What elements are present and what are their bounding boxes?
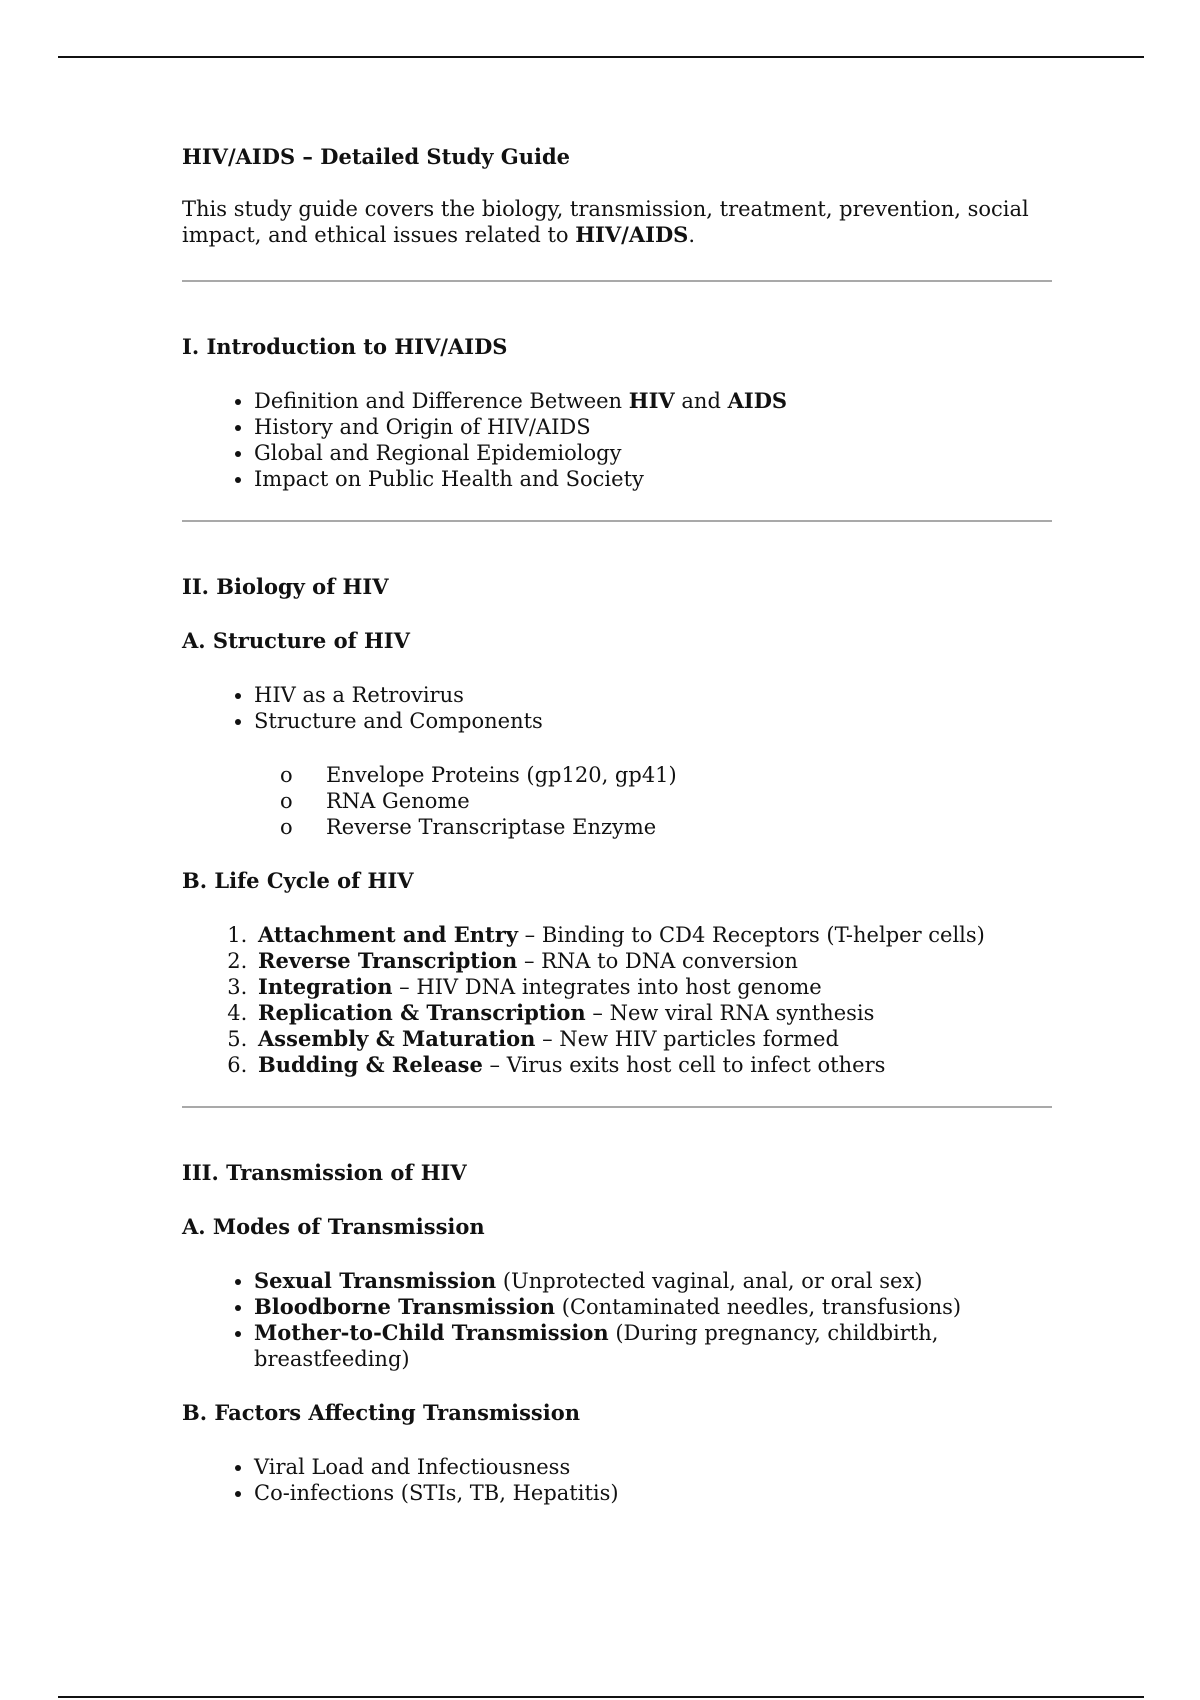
sub-list-item: o Envelope Proteins (gp120, gp41) <box>326 762 1052 788</box>
intro-end: . <box>688 223 696 247</box>
bold-term-aids: AIDS <box>727 388 788 413</box>
numbered-item <box>254 1000 1052 1026</box>
mode-term: Sexual Transmission <box>254 1268 497 1293</box>
mode-description: (Unprotected vaginal, anal, or oral sex) <box>496 1269 923 1293</box>
subheading-factors: B. Factors Affecting Transmission <box>182 1400 581 1425</box>
page-bottom-rule <box>58 1696 1144 1698</box>
step-term: Budding & Release <box>258 1052 483 1077</box>
mode-description: (Contaminated needles, transfusions) <box>555 1295 962 1319</box>
section-heading-biology: II. Biology of HIV <box>182 574 389 599</box>
section-divider <box>182 520 1052 522</box>
step-description: – Binding to CD4 Receptors (T-helper cells) <box>517 923 985 947</box>
step-term: Assembly & Maturation <box>258 1026 536 1051</box>
numbered-item <box>254 922 1052 948</box>
components-sublist <box>254 762 1052 840</box>
step-term: Replication & Transcription <box>258 1000 586 1025</box>
numbered-item <box>254 1026 1052 1052</box>
sub-list-item: o Reverse Transcriptase Enzyme <box>326 814 1052 840</box>
step-description: – New HIV particles formed <box>535 1027 839 1051</box>
life-cycle-list <box>182 922 1052 1078</box>
subheading-structure: A. Structure of HIV <box>182 628 410 653</box>
section-divider <box>182 280 1052 282</box>
modes-list <box>182 1268 1052 1372</box>
list-item: • Viral Load and Infectiousness <box>254 1454 1052 1480</box>
list-item: • HIV as a Retrovirus <box>254 682 1052 708</box>
step-description: – New viral RNA synthesis <box>585 1001 875 1025</box>
step-term: Attachment and Entry <box>258 922 518 947</box>
page-top-rule <box>58 56 1144 58</box>
step-description: – Virus exits host cell to infect others <box>482 1053 886 1077</box>
introduction-list <box>182 388 1052 492</box>
document-title: HIV/AIDS – Detailed Study Guide <box>182 144 570 169</box>
list-item: • Co-infections (STIs, TB, Hepatitis) <box>254 1480 1052 1506</box>
step-description: – HIV DNA integrates into host genome <box>392 975 822 999</box>
list-item: • Impact on Public Health and Society <box>254 466 1052 492</box>
step-term: Integration <box>258 974 393 999</box>
mode-term: Bloodborne Transmission <box>254 1294 556 1319</box>
structure-list <box>182 682 1052 840</box>
step-description: – RNA to DNA conversion <box>517 949 798 973</box>
list-item <box>254 708 1052 840</box>
intro-text: This study guide covers the biology, transmission, treatment, prevention, social impact, and ethical issues related to <box>182 197 1029 247</box>
list-item <box>254 1268 1052 1294</box>
list-item: • History and Origin of HIV/AIDS <box>254 414 1052 440</box>
numbered-item <box>254 1052 1052 1078</box>
mode-term: Mother-to-Child Transmission <box>254 1320 609 1345</box>
section-heading-transmission: III. Transmission of HIV <box>182 1160 467 1185</box>
step-term: Reverse Transcription <box>258 948 518 973</box>
list-item: • Global and Regional Epidemiology <box>254 440 1052 466</box>
numbered-item <box>254 974 1052 1000</box>
numbered-item <box>254 948 1052 974</box>
sub-list-item: o RNA Genome <box>326 788 1052 814</box>
list-item-text: and <box>674 389 728 413</box>
document-body <box>182 144 1052 1534</box>
intro-paragraph <box>182 196 1052 248</box>
section-divider <box>182 1106 1052 1108</box>
section-heading-introduction: I. Introduction to HIV/AIDS <box>182 334 508 359</box>
mode-description: (During pregnancy, childbirth, breastfeeding) <box>254 1321 939 1371</box>
factors-list <box>182 1454 1052 1506</box>
list-item <box>254 1294 1052 1320</box>
list-item-text: Definition and Difference Between <box>254 389 629 413</box>
list-item-text: Structure and Components <box>254 709 543 733</box>
bold-term-hiv: HIV <box>628 388 675 413</box>
list-item <box>254 388 1052 414</box>
subheading-modes: A. Modes of Transmission <box>182 1214 485 1239</box>
subheading-life-cycle: B. Life Cycle of HIV <box>182 868 414 893</box>
intro-bold-term: HIV/AIDS <box>575 222 689 247</box>
list-item <box>254 1320 1052 1372</box>
